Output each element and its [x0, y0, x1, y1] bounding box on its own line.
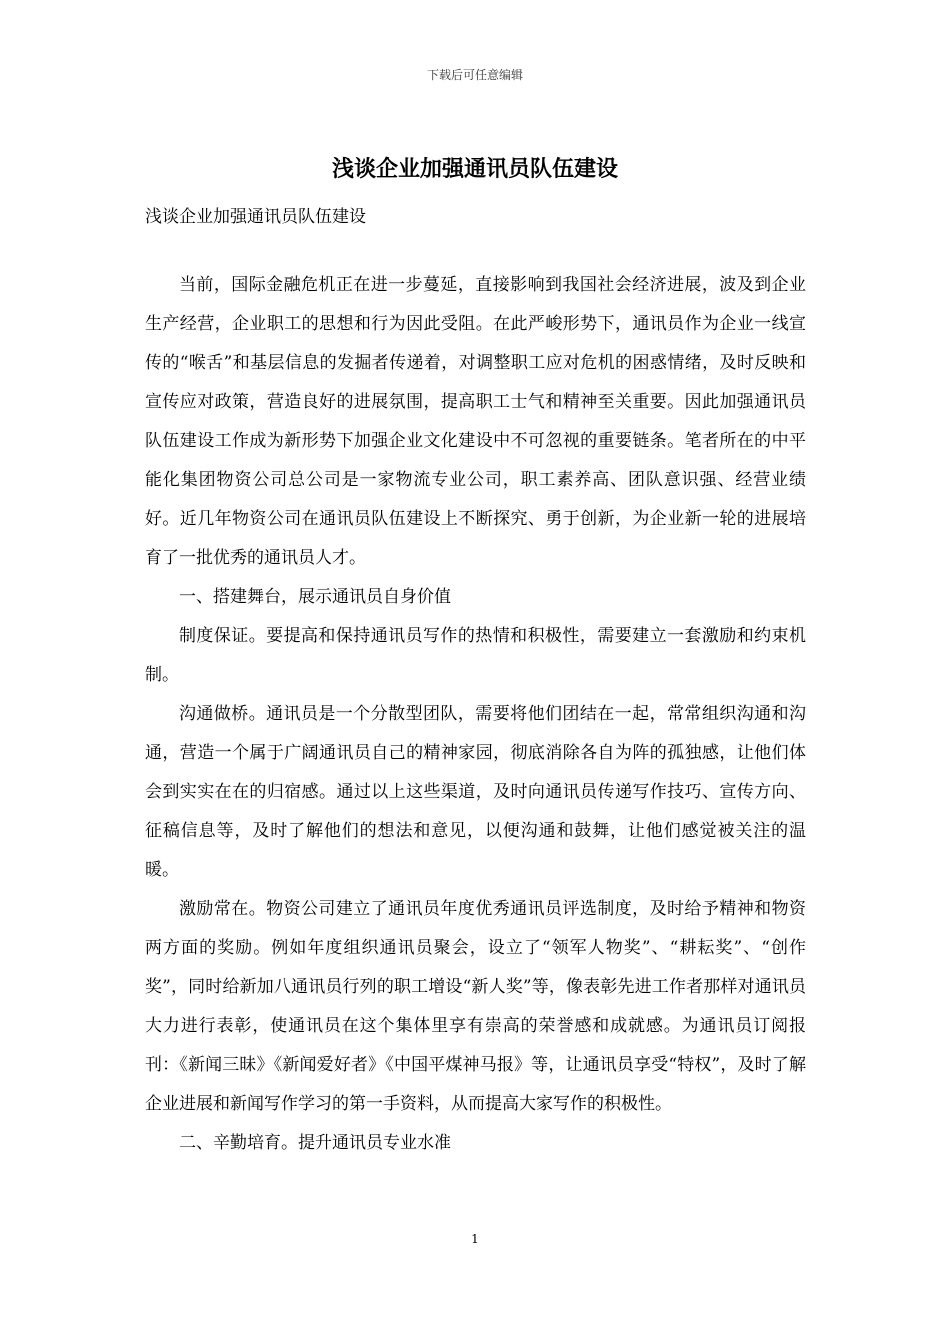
section-heading-2: 二、辛勤培育。提升通讯员专业水准 — [179, 1133, 451, 1153]
paragraph-incentive: 激励常在。物资公司建立了通讯员年度优秀通讯员评选制度，及时给予精神和物资两方面的奖励。例如年度组织通讯员聚会，设立了“领军人物奖”、“耕耘奖”、“创作奖”，同时给新加八通讯员行列的职工增设“新人奖”等，像表彰先进工作者那样对通讯员大力进行表彰，使通讯员在这个集体里享有崇高的荣誉感和成就感。为通讯员订阅报刊：《新闻三昧》《新闻爱好者》《中国平煤神马报》等，让通讯员享受“特权”，及时了解企业进展和新闻写作学习的第一手资料，从而提高大家写作的积极性。 — [145, 899, 806, 1114]
page-header: 下载后可任意编辑 — [426, 68, 523, 82]
paragraph-intro: 当前，国际金融危机正在进一步蔓延，直接影响到我国社会经济进展，波及到企业生产经营，企业职工的思想和行为因此受阻。在此严峻形势下，通讯员作为企业一线宣传的“喉舌”和基层信息的发掘者传递着，对调整职工应对危机的困惑情绪，及时反映和宣传应对政策，营造良好的进展氛围，提高职工士气和精神至关重要。因此加强通讯员队伍建设工作成为新形势下加强企业文化建设中不可忽视的重要链条。笔者所在的中平能化集团物资公司总公司是一家物流专业公司，职工素养高、团队意识强、经营业绩好。近几年物资公司在通讯员队伍建设上不断探究、勇于创新，为企业新一轮的进展培育了一批优秀的通讯员人才。 — [145, 275, 806, 568]
section-heading-1: 一、搭建舞台，展示通讯员自身价值 — [179, 587, 451, 607]
page-number: 1 — [471, 1232, 479, 1246]
document-subtitle: 浅谈企业加强通讯员队伍建设 — [145, 207, 366, 227]
document-title: 浅谈企业加强通讯员队伍建设 — [331, 156, 618, 182]
paragraph-system-guarantee: 制度保证。要提高和保持通讯员写作的热情和积极性，需要建立一套激励和约束机制。 — [145, 626, 806, 685]
document-body — [145, 266, 806, 1163]
paragraph-communication-bridge: 沟通做桥。通讯员是一个分散型团队，需要将他们团结在一起，常常组织沟通和沟通，营造一个属于广阔通讯员自己的精神家园，彻底消除各自为阵的孤独感，让他们体会到实实在在的归宿感。通过以上这些渠道，及时向通讯员传递写作技巧、宣传方向、征稿信息等，及时了解他们的想法和意见，以便沟通和鼓舞，让他们感觉被关注的温暖。 — [145, 704, 806, 880]
